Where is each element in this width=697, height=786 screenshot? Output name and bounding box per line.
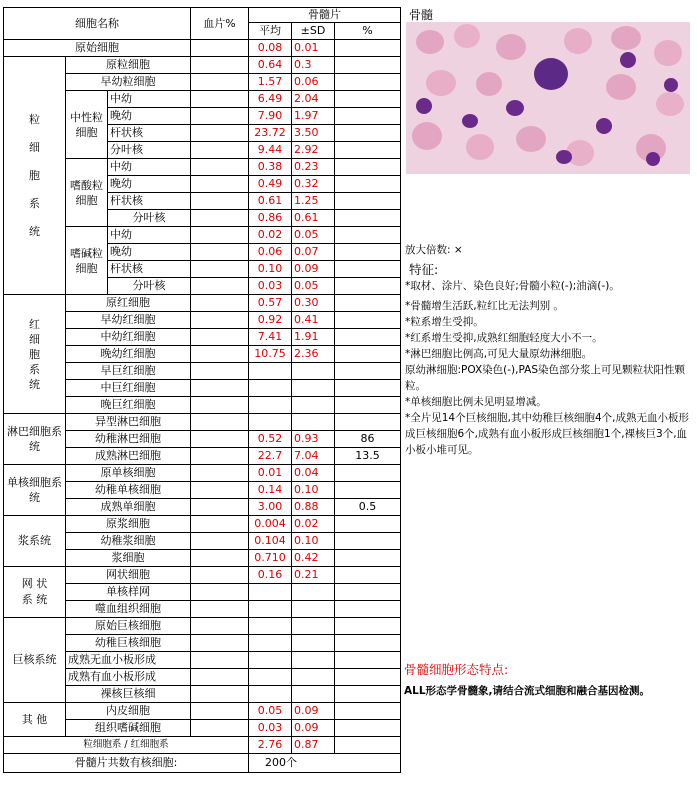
header-marrow: 骨髓片	[249, 8, 401, 23]
row-label: 原粒细胞	[66, 57, 191, 74]
image-title: 骨髓	[409, 8, 434, 22]
group-monocyte: 单核细胞系统	[4, 465, 66, 516]
row-label: 幼稚淋巴细胞	[66, 431, 191, 448]
row-avg: 0.38	[249, 159, 292, 176]
row-sd: 0.09	[292, 261, 335, 278]
row-label: 分叶核	[108, 278, 191, 295]
row-avg: 0.03	[249, 720, 292, 737]
group-granulocyte: 粒 细 胞 系 统	[4, 57, 66, 295]
feature-line: *淋巴细胞比例高,可见大量原幼淋细胞。	[405, 348, 593, 360]
row-label: 噬血组织细胞	[66, 601, 191, 618]
row-label: 晚幼	[108, 244, 191, 261]
feature-line: *红系增生受抑,成熟红细胞轻度大小不一。	[405, 332, 603, 344]
group-plasma: 浆系统	[4, 516, 66, 567]
row-label: 早幼红细胞	[66, 312, 191, 329]
row-sd: 2.36	[292, 346, 335, 363]
feature-line: 原幼淋细胞:POX染色(-),PAS染色部分浆上可见颗粒状阳性颗粒。	[405, 364, 685, 392]
ratio-label: 粒细胞系 / 红细胞系	[4, 737, 249, 754]
row-sd: 0.10	[292, 533, 335, 550]
row-label: 中幼红细胞	[66, 329, 191, 346]
row-label: 中幼	[108, 227, 191, 244]
row-avg: 0.92	[249, 312, 292, 329]
row-avg: 7.41	[249, 329, 292, 346]
row-avg: 0.14	[249, 482, 292, 499]
row-sd: 0.88	[292, 499, 335, 516]
row-avg: 0.004	[249, 516, 292, 533]
row-avg: 3.00	[249, 499, 292, 516]
row-label: 成熟有血小板形成	[66, 669, 191, 686]
row-sd: 0.3	[292, 57, 335, 74]
row-sd: 0.21	[292, 567, 335, 584]
row-avg: 0.64	[249, 57, 292, 74]
row-avg: 0.61	[249, 193, 292, 210]
row-label: 异型淋巴细胞	[66, 414, 191, 431]
row-label: 晚幼	[108, 108, 191, 125]
row-label: 中巨红细胞	[66, 380, 191, 397]
row-avg: 0.05	[249, 703, 292, 720]
row-sd: 0.61	[292, 210, 335, 227]
marrow-micrograph	[406, 22, 690, 174]
row-label: 单核样网	[66, 584, 191, 601]
row-avg: 9.44	[249, 142, 292, 159]
row-label: 杆状核	[108, 261, 191, 278]
findings-block	[405, 242, 690, 458]
feature-line: *单核细胞比例未见明显增减。	[405, 396, 547, 408]
row-avg: 0.06	[249, 244, 292, 261]
row-avg: 23.72	[249, 125, 292, 142]
row-sd: 0.10	[292, 482, 335, 499]
row-sd: 1.97	[292, 108, 335, 125]
row-sd: 0.32	[292, 176, 335, 193]
feature-line: *骨髓增生活跃,粒红比无法判别 。	[405, 300, 564, 312]
features-title: 特征:	[409, 262, 439, 277]
row-label: 原始巨核细胞	[66, 618, 191, 635]
row-label: 晚巨红细胞	[66, 397, 191, 414]
subgroup-neutrophil: 中性粒细胞	[66, 91, 108, 159]
subgroup-eosinophil: 嗜酸粒细胞	[66, 159, 108, 227]
row-label: 浆细胞	[66, 550, 191, 567]
row-label: 幼稚单核细胞	[66, 482, 191, 499]
feature-line: *全片见14个巨核细胞,其中幼稚巨核细胞4个,成熟无血小板形成巨核细胞6个,成熟有血小板形成巨核细胞1个,裸核巨3个,血小板小堆可见。	[405, 412, 689, 456]
row-avg: 0.01	[249, 465, 292, 482]
row-avg: 0.710	[249, 550, 292, 567]
row-label: 幼稚浆细胞	[66, 533, 191, 550]
group-lymphocyte: 淋巴细胞系统	[4, 414, 66, 465]
row-sd: 1.91	[292, 329, 335, 346]
row-sd: 0.09	[292, 720, 335, 737]
row-avg: 0.10	[249, 261, 292, 278]
row-pct: 86	[335, 431, 401, 448]
row-avg: 7.90	[249, 108, 292, 125]
magnification-label: 放大倍数: ×	[405, 244, 463, 256]
row-avg: 22.7	[249, 448, 292, 465]
row-label: 中幼	[108, 91, 191, 108]
row-label: 原始细胞	[4, 40, 191, 57]
row-sd: 0.04	[292, 465, 335, 482]
row-sd: 0.41	[292, 312, 335, 329]
row-label: 成熟淋巴细胞	[66, 448, 191, 465]
morphology-title: 骨髓细胞形态特点:	[404, 662, 509, 677]
row-sd: 0.01	[292, 40, 335, 57]
row-sd: 0.02	[292, 516, 335, 533]
row-label: 原浆细胞	[66, 516, 191, 533]
total-label: 骨髓片共数有核细胞:	[4, 754, 249, 773]
total-value: 200个	[249, 754, 401, 773]
row-label: 网状细胞	[66, 567, 191, 584]
row-sd: 0.42	[292, 550, 335, 567]
row-avg: 0.02	[249, 227, 292, 244]
row-avg: 1.57	[249, 74, 292, 91]
feature-line: *取材、涂片、染色良好;骨髓小粒(-);油滴(-)。	[405, 280, 620, 292]
row-label: 晚幼	[108, 176, 191, 193]
row-avg: 0.03	[249, 278, 292, 295]
report-table	[3, 7, 401, 773]
header-blood-pct: 血片%	[191, 8, 249, 40]
ratio-sd: 0.87	[292, 737, 335, 754]
row-label: 原红细胞	[66, 295, 191, 312]
row-avg: 0.08	[249, 40, 292, 57]
header-sd: ±SD	[292, 23, 335, 40]
row-label: 中幼	[108, 159, 191, 176]
header-pct: %	[335, 23, 401, 40]
row-sd: 2.04	[292, 91, 335, 108]
row-sd: 0.09	[292, 703, 335, 720]
group-other: 其 他	[4, 703, 66, 737]
group-reticular: 网 状 系 统	[4, 567, 66, 618]
row-sd: 0.07	[292, 244, 335, 261]
row-label: 幼稚巨核细胞	[66, 635, 191, 652]
row-avg: 0.86	[249, 210, 292, 227]
row-label: 杆状核	[108, 193, 191, 210]
ratio-avg: 2.76	[249, 737, 292, 754]
row-sd: 1.25	[292, 193, 335, 210]
row-avg: 0.49	[249, 176, 292, 193]
row-label: 内皮细胞	[66, 703, 191, 720]
row-sd: 3.50	[292, 125, 335, 142]
row-label: 分叶核	[108, 142, 191, 159]
row-sd: 7.04	[292, 448, 335, 465]
header-avg: 平均	[249, 23, 292, 40]
subgroup-basophil: 嗜碱粒细胞	[66, 227, 108, 295]
row-label: 早幼粒细胞	[66, 74, 191, 91]
row-sd: 0.05	[292, 278, 335, 295]
row-label: 裸核巨核细	[66, 686, 191, 703]
row-label: 组织嗜碱细胞	[66, 720, 191, 737]
row-pct: 0.5	[335, 499, 401, 516]
row-avg: 10.75	[249, 346, 292, 363]
row-label: 晚幼红细胞	[66, 346, 191, 363]
group-erythroid: 红 细 胞 系 统	[4, 295, 66, 414]
row-avg: 0.16	[249, 567, 292, 584]
row-avg: 6.49	[249, 91, 292, 108]
row-sd: 2.92	[292, 142, 335, 159]
row-label: 成熟无血小板形成	[66, 652, 191, 669]
row-sd: 0.23	[292, 159, 335, 176]
row-sd: 0.05	[292, 227, 335, 244]
row-sd: 0.30	[292, 295, 335, 312]
row-label: 成熟单细胞	[66, 499, 191, 516]
morphology-body: ALL形态学骨髓象,请结合流式细胞和融合基因检测。	[404, 685, 650, 697]
header-cell-name: 细胞名称	[4, 8, 191, 40]
row-avg: 0.104	[249, 533, 292, 550]
row-avg: 0.57	[249, 295, 292, 312]
row-label: 早巨红细胞	[66, 363, 191, 380]
row-avg: 0.52	[249, 431, 292, 448]
row-pct: 13.5	[335, 448, 401, 465]
row-sd: 0.93	[292, 431, 335, 448]
row-label: 分叶核	[108, 210, 191, 227]
row-label: 原单核细胞	[66, 465, 191, 482]
row-label: 杆状核	[108, 125, 191, 142]
group-megakaryocyte: 巨核系统	[4, 618, 66, 703]
row-sd: 0.06	[292, 74, 335, 91]
feature-line: *粒系增生受抑。	[405, 316, 484, 328]
